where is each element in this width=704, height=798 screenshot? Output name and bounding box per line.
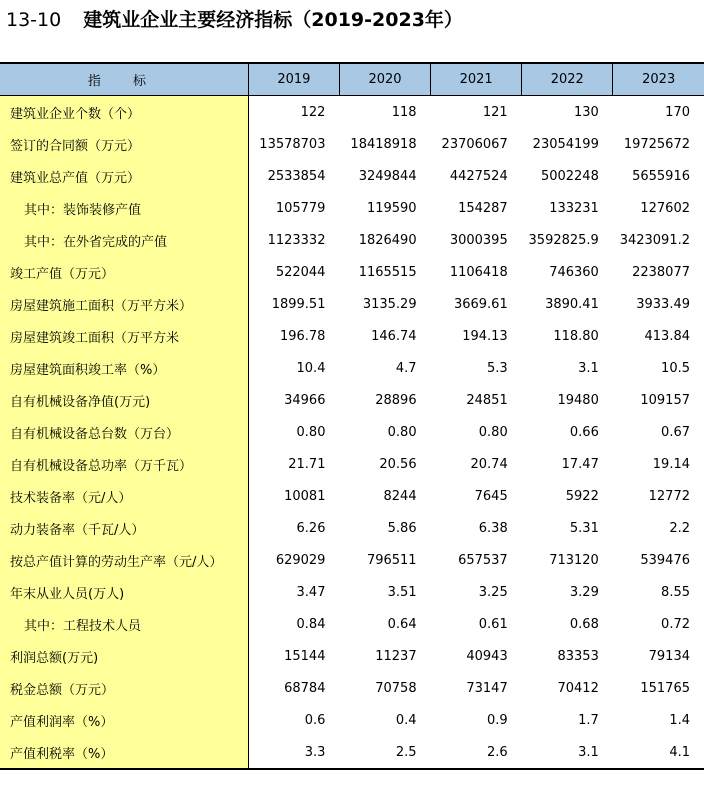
row-label: 年末从业人员(万人)	[0, 576, 248, 608]
header-year: 2019	[248, 63, 339, 96]
cell-value-2023: 19725672	[623, 136, 690, 152]
page-title	[6, 6, 463, 34]
table-row	[0, 224, 704, 256]
table-row	[0, 544, 704, 576]
cell-value-2021: 154287	[458, 200, 508, 216]
header-year: 2021	[431, 63, 522, 96]
cell-value-2019: 10081	[284, 488, 326, 504]
cell-value-2021: 0.9	[487, 712, 508, 728]
row-label: 税金总额（万元）	[0, 672, 248, 704]
cell-value-2022: 70412	[557, 680, 599, 696]
cell-value-2023: 3423091.2	[619, 232, 690, 248]
cell-value-2021: 0.61	[478, 616, 508, 632]
cell-value-2021: 0.80	[478, 424, 508, 440]
table-row	[0, 416, 704, 448]
cell-value-2020: 0.80	[387, 424, 417, 440]
cell-value-2022: 713120	[549, 552, 599, 568]
cell-value-2023: 2238077	[632, 264, 690, 280]
cell-value-2020: 11237	[375, 648, 417, 664]
row-label: 自有机械设备总功率（万千瓦）	[0, 448, 248, 480]
cell-value-2021: 3000395	[449, 232, 508, 248]
cell-value-2019: 0.84	[296, 616, 326, 632]
cell-value-2022: 118.80	[553, 328, 599, 344]
cell-value-2020: 28896	[375, 392, 417, 408]
cell-value-2020: 8244	[383, 488, 417, 504]
cell-value-2022: 23054199	[532, 136, 599, 152]
table-title: 建筑业企业主要经济指标（2019-2023年）	[83, 9, 463, 31]
row-label: 签订的合同额（万元）	[0, 128, 248, 160]
cell-value-2020: 70758	[375, 680, 417, 696]
header-year: 2022	[522, 63, 613, 96]
cell-value-2023: 127602	[640, 200, 690, 216]
row-label: 房屋建筑面积竣工率（%）	[0, 352, 248, 384]
cell-value-2023: 170	[665, 104, 690, 120]
cell-value-2020: 2.5	[339, 736, 430, 769]
cell-value-2022: 130	[574, 104, 599, 120]
cell-value-2022: 17.47	[561, 456, 599, 472]
row-label: 其中：工程技术人员	[0, 608, 248, 640]
table-row	[0, 320, 704, 352]
cell-value-2022: 5002248	[540, 168, 599, 184]
cell-value-2020: 119590	[366, 200, 417, 216]
table-row	[0, 448, 704, 480]
table-row	[0, 512, 704, 544]
cell-value-2019: 122	[300, 104, 326, 120]
cell-value-2020: 118	[391, 104, 417, 120]
cell-value-2022: 3592825.9	[528, 232, 599, 248]
cell-value-2021: 6.38	[478, 520, 508, 536]
table-row	[0, 576, 704, 608]
table-row	[0, 192, 704, 224]
row-label: 其中：在外省完成的产值	[0, 224, 248, 256]
cell-value-2021: 40943	[466, 648, 508, 664]
cell-value-2020: 1165515	[358, 264, 417, 280]
cell-value-2019: 15144	[284, 648, 326, 664]
table-row	[0, 736, 704, 769]
table-row	[0, 288, 704, 320]
cell-value-2020: 3.51	[387, 584, 417, 600]
cell-value-2021: 5.3	[487, 360, 508, 376]
cell-value-2022: 0.66	[569, 424, 599, 440]
cell-value-2021: 4427524	[449, 168, 508, 184]
table-row	[0, 160, 704, 192]
table-row	[0, 256, 704, 288]
cell-value-2021: 23706067	[441, 136, 508, 152]
cell-value-2020: 3135.29	[362, 296, 417, 312]
cell-value-2021: 121	[482, 104, 508, 120]
cell-value-2020: 3249844	[358, 168, 417, 184]
table-row	[0, 704, 704, 736]
cell-value-2019: 0.6	[304, 712, 326, 728]
cell-value-2020: 0.64	[387, 616, 417, 632]
cell-value-2020: 5.86	[387, 520, 417, 536]
table-row	[0, 480, 704, 512]
header-row	[0, 63, 704, 96]
table-row	[0, 608, 704, 640]
cell-value-2019: 105779	[275, 200, 326, 216]
cell-value-2022: 746360	[549, 264, 599, 280]
cell-value-2020: 20.56	[379, 456, 417, 472]
cell-value-2022: 3.29	[569, 584, 599, 600]
row-label: 产值利税率（%）	[0, 736, 248, 769]
cell-value-2022: 3.1	[522, 736, 613, 769]
cell-value-2023: 413.84	[644, 328, 690, 344]
cell-value-2019: 1899.51	[271, 296, 326, 312]
cell-value-2021: 20.74	[470, 456, 508, 472]
cell-value-2023: 109157	[640, 392, 690, 408]
cell-value-2021: 194.13	[462, 328, 508, 344]
cell-value-2023: 19.14	[652, 456, 690, 472]
row-label: 按总产值计算的劳动生产率（元/人）	[0, 544, 248, 576]
cell-value-2021: 657537	[458, 552, 508, 568]
cell-value-2021: 2.6	[431, 736, 522, 769]
cell-value-2021: 3.25	[478, 584, 508, 600]
table-row	[0, 640, 704, 672]
cell-value-2022: 83353	[557, 648, 599, 664]
row-label: 建筑业企业个数（个）	[0, 96, 248, 129]
cell-value-2019: 10.4	[296, 360, 326, 376]
table-row	[0, 352, 704, 384]
cell-value-2022: 5.31	[569, 520, 599, 536]
cell-value-2019: 68784	[284, 680, 326, 696]
cell-value-2020: 4.7	[395, 360, 417, 376]
cell-value-2019: 629029	[275, 552, 326, 568]
cell-value-2021: 3669.61	[453, 296, 508, 312]
cell-value-2023: 12772	[648, 488, 690, 504]
row-label: 动力装备率（千瓦/人）	[0, 512, 248, 544]
cell-value-2023: 79134	[648, 648, 690, 664]
row-label: 技术装备率（元/人）	[0, 480, 248, 512]
cell-value-2021: 73147	[466, 680, 508, 696]
cell-value-2022: 133231	[549, 200, 599, 216]
cell-value-2023: 3933.49	[636, 296, 690, 312]
cell-value-2019: 13578703	[259, 136, 326, 152]
cell-value-2022: 3890.41	[545, 296, 599, 312]
table-number: 13-10	[6, 9, 62, 31]
header-indicator: 指 标	[0, 63, 248, 96]
row-label: 竣工产值（万元）	[0, 256, 248, 288]
cell-value-2023: 1.4	[669, 712, 690, 728]
cell-value-2022: 19480	[557, 392, 599, 408]
row-label: 房屋建筑施工面积（万平方米）	[0, 288, 248, 320]
cell-value-2020: 146.74	[371, 328, 417, 344]
cell-value-2019: 522044	[275, 264, 326, 280]
cell-value-2020: 18418918	[350, 136, 417, 152]
row-label: 产值利润率（%）	[0, 704, 248, 736]
cell-value-2019: 34966	[284, 392, 326, 408]
cell-value-2019: 3.3	[248, 736, 339, 769]
indicator-table	[0, 62, 704, 770]
cell-value-2023: 539476	[640, 552, 690, 568]
cell-value-2022: 5922	[565, 488, 599, 504]
table-row	[0, 96, 704, 129]
cell-value-2019: 3.47	[296, 584, 326, 600]
cell-value-2019: 2533854	[267, 168, 326, 184]
cell-value-2022: 0.68	[569, 616, 599, 632]
row-label: 自有机械设备总台数（万台）	[0, 416, 248, 448]
cell-value-2019: 0.80	[296, 424, 326, 440]
cell-value-2023: 0.67	[661, 424, 690, 440]
cell-value-2019: 196.78	[279, 328, 326, 344]
table-row	[0, 384, 704, 416]
cell-value-2019: 6.26	[296, 520, 326, 536]
cell-value-2021: 1106418	[449, 264, 508, 280]
row-label: 建筑业总产值（万元）	[0, 160, 248, 192]
row-label: 自有机械设备净值(万元)	[0, 384, 248, 416]
cell-value-2023: 4.1	[613, 736, 704, 769]
header-year: 2023	[613, 63, 704, 96]
header-year: 2020	[339, 63, 430, 96]
cell-value-2022: 3.1	[578, 360, 599, 376]
cell-value-2023: 5655916	[632, 168, 690, 184]
row-label: 其中：装饰装修产值	[0, 192, 248, 224]
cell-value-2019: 1123332	[267, 232, 326, 248]
cell-value-2020: 796511	[366, 552, 417, 568]
table-row	[0, 672, 704, 704]
cell-value-2023: 151765	[640, 680, 690, 696]
cell-value-2023: 0.72	[661, 616, 690, 632]
cell-value-2021: 7645	[474, 488, 508, 504]
row-label: 利润总额(万元)	[0, 640, 248, 672]
row-label: 房屋建筑竣工面积（万平方米	[0, 320, 248, 352]
cell-value-2021: 24851	[466, 392, 508, 408]
cell-value-2023: 2.2	[669, 520, 690, 536]
cell-value-2023: 8.55	[661, 584, 690, 600]
cell-value-2020: 0.4	[395, 712, 417, 728]
cell-value-2019: 21.71	[288, 456, 326, 472]
cell-value-2022: 1.7	[578, 712, 599, 728]
cell-value-2020: 1826490	[358, 232, 417, 248]
table-row	[0, 128, 704, 160]
cell-value-2023: 10.5	[661, 360, 690, 376]
